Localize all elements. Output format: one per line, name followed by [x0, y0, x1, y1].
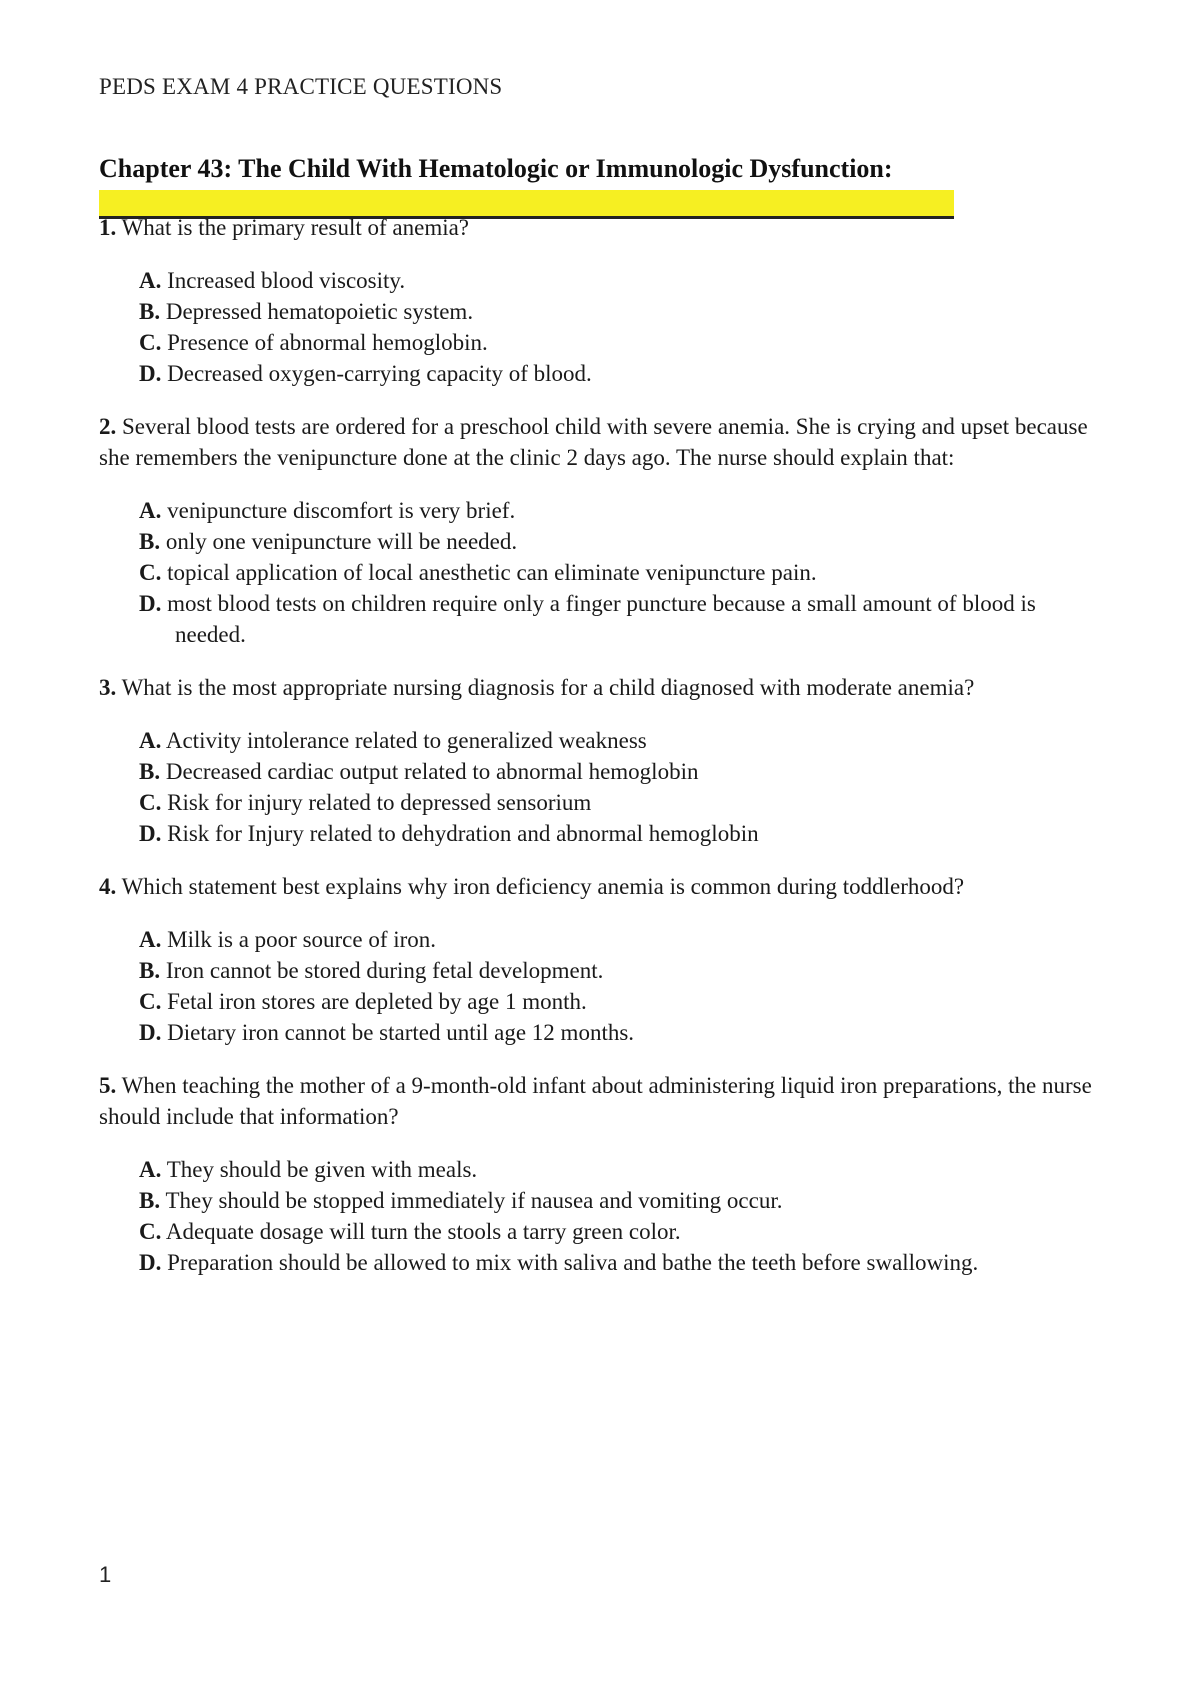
question-stem: [99, 672, 1099, 703]
question-3: [99, 672, 1099, 849]
option-letter: C.: [139, 989, 162, 1014]
option-text: topical application of local anesthetic can eliminate venipuncture pain.: [167, 560, 817, 585]
option-text: They should be given with meals.: [166, 1157, 478, 1182]
option-text: Decreased cardiac output related to abnormal hemoglobin: [165, 759, 699, 784]
option-text: Increased blood viscosity.: [167, 268, 406, 293]
option-a: [99, 495, 1099, 526]
option-text: Decreased oxygen-carrying capacity of blood.: [167, 361, 592, 386]
option-c: [99, 327, 1099, 358]
option-list: [99, 924, 1099, 1048]
option-b: [99, 296, 1099, 327]
page-number: 1: [99, 1562, 112, 1587]
question-number: 3.: [99, 675, 117, 700]
option-text: Dietary iron cannot be started until age 12 months.: [167, 1020, 635, 1045]
option-letter: D.: [139, 361, 162, 386]
option-list: [99, 265, 1099, 389]
option-letter: D.: [139, 591, 162, 616]
question-number: 1.: [99, 215, 117, 240]
option-letter: C.: [139, 1219, 162, 1244]
option-b: [99, 955, 1099, 986]
option-letter: B.: [139, 759, 161, 784]
option-letter: C.: [139, 330, 162, 355]
question-number: 5.: [99, 1073, 117, 1098]
chapter-title: Chapter 43: The Child With Hematologic or Immunologic Dysfunction:: [99, 154, 893, 183]
option-a: [99, 1154, 1099, 1185]
option-c: [99, 1216, 1099, 1247]
question-text: What is the most appropriate nursing diagnosis for a child diagnosed with moderate anemia?: [121, 675, 975, 700]
option-a: [99, 725, 1099, 756]
question-4: [99, 871, 1099, 1048]
page-header: PEDS EXAM 4 PRACTICE QUESTIONS: [99, 74, 503, 99]
option-letter: C.: [139, 790, 162, 815]
question-stem: [99, 411, 1099, 473]
question-1: [99, 212, 1099, 389]
option-text: Milk is a poor source of iron.: [167, 927, 437, 952]
chapter-heading: [99, 152, 954, 219]
option-a: [99, 924, 1099, 955]
option-text: Preparation should be allowed to mix with saliva and bathe the teeth before swallowing.: [167, 1250, 979, 1275]
option-letter: A.: [139, 927, 162, 952]
question-stem: [99, 212, 1099, 243]
option-b: [99, 526, 1099, 557]
option-letter: B.: [139, 958, 161, 983]
option-letter: A.: [139, 728, 162, 753]
option-a: [99, 265, 1099, 296]
option-c: [99, 986, 1099, 1017]
option-text: Fetal iron stores are depleted by age 1 month.: [167, 989, 587, 1014]
option-text: Risk for Injury related to dehydration and abnormal hemoglobin: [167, 821, 759, 846]
option-text: They should be stopped immediately if nausea and vomiting occur.: [165, 1188, 783, 1213]
option-text: Adequate dosage will turn the stools a tarry green color.: [165, 1219, 681, 1244]
option-letter: B.: [139, 529, 161, 554]
question-text: Which statement best explains why iron deficiency anemia is common during toddlerhood?: [121, 874, 965, 899]
option-b: [99, 756, 1099, 787]
option-letter: A.: [139, 1157, 162, 1182]
option-letter: D.: [139, 1250, 162, 1275]
option-list: [99, 1154, 1099, 1278]
option-text: Depressed hematopoietic system.: [165, 299, 474, 324]
option-letter: D.: [139, 1020, 162, 1045]
option-d: [99, 1017, 1099, 1048]
option-letter: A.: [139, 498, 162, 523]
question-stem: [99, 1070, 1099, 1132]
question-text: What is the primary result of anemia?: [121, 215, 470, 240]
option-b: [99, 1185, 1099, 1216]
question-list: [99, 212, 1099, 1300]
option-text: Risk for injury related to depressed sensorium: [167, 790, 592, 815]
option-letter: B.: [139, 1188, 161, 1213]
option-d: [99, 358, 1099, 389]
question-number: 4.: [99, 874, 117, 899]
option-c: [99, 787, 1099, 818]
option-text: Presence of abnormal hemoglobin.: [167, 330, 488, 355]
option-text: most blood tests on children require only a finger puncture because a small amount of blood is needed.: [167, 591, 1036, 647]
option-d: [99, 1247, 1099, 1278]
question-2: [99, 411, 1099, 650]
option-letter: B.: [139, 299, 161, 324]
option-text: Iron cannot be stored during fetal development.: [165, 958, 604, 983]
option-list: [99, 495, 1099, 650]
question-text: When teaching the mother of a 9-month-old infant about administering liquid iron preparations, the nurse should include that information?: [99, 1073, 1092, 1129]
question-stem: [99, 871, 1099, 902]
option-text: venipuncture discomfort is very brief.: [167, 498, 516, 523]
option-d: [99, 818, 1099, 849]
option-text: only one venipuncture will be needed.: [165, 529, 518, 554]
option-text: Activity intolerance related to generalized weakness: [165, 728, 647, 753]
question-5: [99, 1070, 1099, 1278]
question-number: 2.: [99, 414, 117, 439]
option-letter: D.: [139, 821, 162, 846]
option-letter: A.: [139, 268, 162, 293]
option-list: [99, 725, 1099, 849]
option-d: [99, 588, 1099, 650]
question-text: Several blood tests are ordered for a preschool child with severe anemia. She is crying and upset because she remembers the venipuncture done at the clinic 2 days ago. The nurse should explain that:: [99, 414, 1088, 470]
option-letter: C.: [139, 560, 162, 585]
option-c: [99, 557, 1099, 588]
